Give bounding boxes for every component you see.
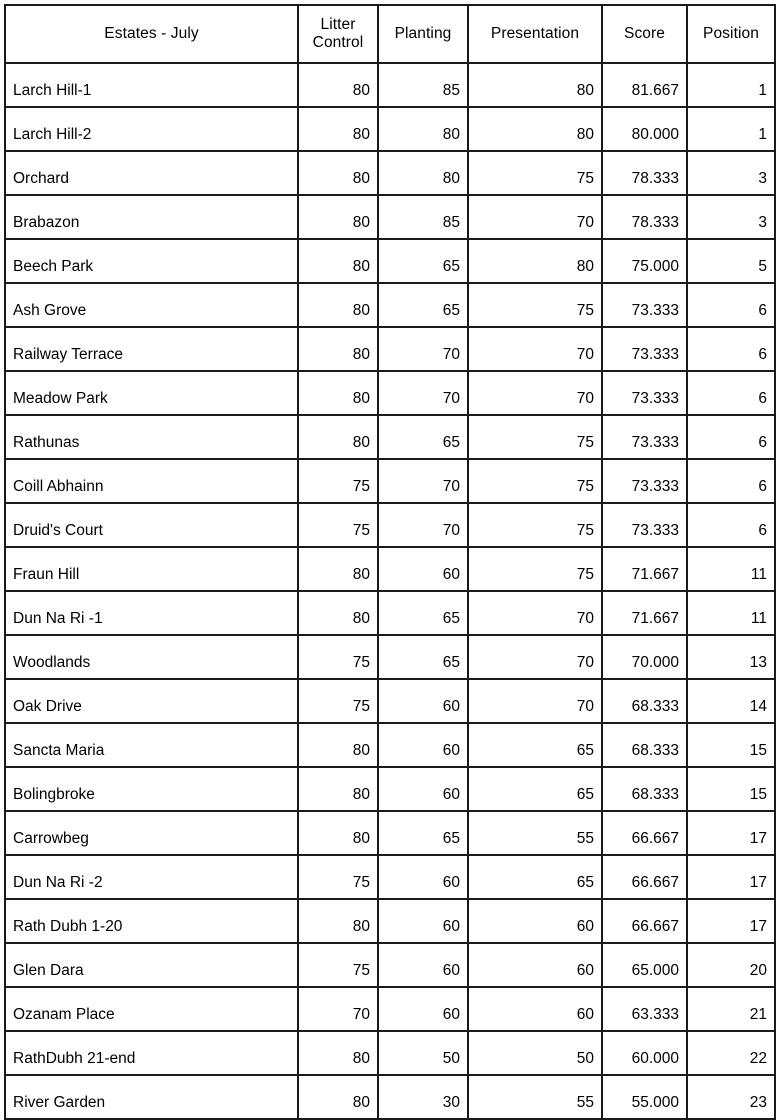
table-row [5, 415, 775, 459]
table-row [5, 459, 775, 503]
cell-estate: Coill Abhainn [5, 459, 298, 503]
cell-score: 68.333 [602, 723, 687, 767]
cell-estate: River Garden [5, 1075, 298, 1119]
cell-estate: Larch Hill-1 [5, 63, 298, 107]
cell-planting: 65 [378, 239, 468, 283]
column-header-score [602, 5, 687, 63]
cell-presentation: 75 [468, 415, 602, 459]
cell-estate: Carrowbeg [5, 811, 298, 855]
cell-estate: Railway Terrace [5, 327, 298, 371]
cell-planting: 85 [378, 195, 468, 239]
cell-planting: 60 [378, 987, 468, 1031]
cell-litter-control: 80 [298, 811, 378, 855]
cell-presentation: 60 [468, 899, 602, 943]
cell-estate: Meadow Park [5, 371, 298, 415]
cell-planting: 80 [378, 107, 468, 151]
column-header-score-label: Score [624, 25, 665, 43]
table-row [5, 987, 775, 1031]
cell-position: 11 [687, 547, 775, 591]
cell-planting: 65 [378, 591, 468, 635]
cell-score: 73.333 [602, 503, 687, 547]
cell-presentation: 55 [468, 1075, 602, 1119]
cell-score: 68.333 [602, 679, 687, 723]
cell-score: 71.667 [602, 591, 687, 635]
cell-estate: Larch Hill-2 [5, 107, 298, 151]
table-row [5, 811, 775, 855]
cell-position: 6 [687, 371, 775, 415]
cell-score: 70.000 [602, 635, 687, 679]
table-row [5, 591, 775, 635]
table-row [5, 943, 775, 987]
cell-position: 6 [687, 459, 775, 503]
cell-planting: 70 [378, 327, 468, 371]
cell-planting: 65 [378, 811, 468, 855]
cell-position: 11 [687, 591, 775, 635]
cell-planting: 60 [378, 899, 468, 943]
cell-position: 5 [687, 239, 775, 283]
cell-position: 6 [687, 415, 775, 459]
cell-litter-control: 75 [298, 459, 378, 503]
cell-position: 15 [687, 767, 775, 811]
cell-estate: Orchard [5, 151, 298, 195]
cell-planting: 60 [378, 547, 468, 591]
cell-presentation: 75 [468, 151, 602, 195]
cell-presentation: 70 [468, 371, 602, 415]
cell-score: 66.667 [602, 855, 687, 899]
cell-position: 13 [687, 635, 775, 679]
table-row [5, 1075, 775, 1119]
column-header-litter-control-label-line1: Litter [320, 16, 356, 34]
table-row [5, 723, 775, 767]
cell-score: 73.333 [602, 371, 687, 415]
table-row [5, 63, 775, 107]
cell-litter-control: 80 [298, 767, 378, 811]
column-header-litter-control [298, 5, 378, 63]
cell-litter-control: 75 [298, 503, 378, 547]
cell-litter-control: 75 [298, 943, 378, 987]
table-row [5, 679, 775, 723]
cell-planting: 65 [378, 635, 468, 679]
cell-score: 73.333 [602, 283, 687, 327]
table-row [5, 503, 775, 547]
cell-presentation: 65 [468, 767, 602, 811]
cell-estate: Ozanam Place [5, 987, 298, 1031]
cell-position: 21 [687, 987, 775, 1031]
cell-presentation: 80 [468, 63, 602, 107]
cell-planting: 70 [378, 503, 468, 547]
cell-presentation: 60 [468, 987, 602, 1031]
cell-litter-control: 80 [298, 547, 378, 591]
cell-litter-control: 80 [298, 63, 378, 107]
cell-presentation: 70 [468, 635, 602, 679]
cell-position: 15 [687, 723, 775, 767]
cell-litter-control: 80 [298, 195, 378, 239]
column-header-presentation-label: Presentation [490, 25, 580, 43]
cell-position: 6 [687, 283, 775, 327]
cell-planting: 85 [378, 63, 468, 107]
cell-score: 66.667 [602, 899, 687, 943]
cell-score: 78.333 [602, 151, 687, 195]
cell-presentation: 55 [468, 811, 602, 855]
cell-litter-control: 80 [298, 371, 378, 415]
table-row [5, 371, 775, 415]
cell-presentation: 75 [468, 459, 602, 503]
column-header-planting [378, 5, 468, 63]
table-row [5, 855, 775, 899]
cell-estate: Dun Na Ri -2 [5, 855, 298, 899]
cell-litter-control: 80 [298, 151, 378, 195]
cell-planting: 70 [378, 459, 468, 503]
estates-scores-table-container [4, 4, 774, 1120]
cell-estate: Ash Grove [5, 283, 298, 327]
column-header-litter-control-label-line2: Control [312, 34, 364, 51]
cell-litter-control: 80 [298, 327, 378, 371]
cell-litter-control: 80 [298, 899, 378, 943]
table-body [5, 63, 775, 1119]
cell-presentation: 70 [468, 327, 602, 371]
cell-presentation: 75 [468, 547, 602, 591]
cell-position: 20 [687, 943, 775, 987]
cell-position: 17 [687, 899, 775, 943]
table-row [5, 1031, 775, 1075]
table-row [5, 327, 775, 371]
table-header [5, 5, 775, 63]
cell-score: 71.667 [602, 547, 687, 591]
cell-planting: 60 [378, 723, 468, 767]
column-header-presentation [468, 5, 602, 63]
table-row [5, 635, 775, 679]
cell-presentation: 70 [468, 679, 602, 723]
column-header-estates [5, 5, 298, 63]
cell-litter-control: 80 [298, 1075, 378, 1119]
cell-score: 55.000 [602, 1075, 687, 1119]
table-row [5, 283, 775, 327]
table-row [5, 107, 775, 151]
cell-presentation: 75 [468, 503, 602, 547]
cell-score: 81.667 [602, 63, 687, 107]
cell-presentation: 80 [468, 107, 602, 151]
cell-planting: 65 [378, 283, 468, 327]
column-header-position-label: Position [703, 25, 759, 43]
column-header-planting-label: Planting [394, 25, 452, 43]
cell-position: 6 [687, 503, 775, 547]
table-header-row [5, 5, 775, 63]
cell-estate: Druid's Court [5, 503, 298, 547]
cell-position: 1 [687, 107, 775, 151]
cell-score: 78.333 [602, 195, 687, 239]
cell-litter-control: 80 [298, 1031, 378, 1075]
cell-score: 60.000 [602, 1031, 687, 1075]
cell-position: 23 [687, 1075, 775, 1119]
cell-score: 73.333 [602, 327, 687, 371]
table-row [5, 195, 775, 239]
cell-position: 6 [687, 327, 775, 371]
cell-litter-control: 80 [298, 107, 378, 151]
cell-estate: Fraun Hill [5, 547, 298, 591]
cell-presentation: 60 [468, 943, 602, 987]
cell-planting: 65 [378, 415, 468, 459]
cell-score: 80.000 [602, 107, 687, 151]
cell-estate: Rathunas [5, 415, 298, 459]
cell-presentation: 70 [468, 591, 602, 635]
table-row [5, 547, 775, 591]
cell-estate: Glen Dara [5, 943, 298, 987]
table-row [5, 239, 775, 283]
cell-planting: 30 [378, 1075, 468, 1119]
table-row [5, 899, 775, 943]
cell-estate: Brabazon [5, 195, 298, 239]
cell-score: 68.333 [602, 767, 687, 811]
cell-litter-control: 80 [298, 415, 378, 459]
estates-scores-table [4, 4, 776, 1120]
cell-litter-control: 80 [298, 723, 378, 767]
cell-litter-control: 80 [298, 239, 378, 283]
cell-litter-control: 75 [298, 855, 378, 899]
cell-presentation: 65 [468, 723, 602, 767]
cell-position: 14 [687, 679, 775, 723]
cell-position: 17 [687, 811, 775, 855]
cell-litter-control: 70 [298, 987, 378, 1031]
table-row [5, 151, 775, 195]
cell-presentation: 65 [468, 855, 602, 899]
cell-estate: Rath Dubh 1-20 [5, 899, 298, 943]
cell-position: 17 [687, 855, 775, 899]
cell-score: 66.667 [602, 811, 687, 855]
column-header-position [687, 5, 775, 63]
column-header-estates-label: Estates - July [104, 25, 199, 43]
cell-planting: 70 [378, 371, 468, 415]
cell-estate: Beech Park [5, 239, 298, 283]
cell-score: 73.333 [602, 459, 687, 503]
cell-score: 75.000 [602, 239, 687, 283]
cell-presentation: 75 [468, 283, 602, 327]
cell-estate: Bolingbroke [5, 767, 298, 811]
cell-litter-control: 75 [298, 679, 378, 723]
cell-position: 1 [687, 63, 775, 107]
cell-presentation: 70 [468, 195, 602, 239]
cell-score: 65.000 [602, 943, 687, 987]
cell-position: 22 [687, 1031, 775, 1075]
cell-estate: Sancta Maria [5, 723, 298, 767]
cell-planting: 60 [378, 679, 468, 723]
cell-planting: 60 [378, 855, 468, 899]
cell-litter-control: 75 [298, 635, 378, 679]
cell-estate: Dun Na Ri -1 [5, 591, 298, 635]
cell-presentation: 50 [468, 1031, 602, 1075]
cell-planting: 50 [378, 1031, 468, 1075]
cell-planting: 60 [378, 943, 468, 987]
cell-estate: Woodlands [5, 635, 298, 679]
cell-planting: 80 [378, 151, 468, 195]
cell-litter-control: 80 [298, 591, 378, 635]
cell-planting: 60 [378, 767, 468, 811]
table-row [5, 767, 775, 811]
cell-litter-control: 80 [298, 283, 378, 327]
cell-estate: RathDubh 21-end [5, 1031, 298, 1075]
cell-score: 73.333 [602, 415, 687, 459]
cell-presentation: 80 [468, 239, 602, 283]
cell-position: 3 [687, 195, 775, 239]
cell-estate: Oak Drive [5, 679, 298, 723]
cell-position: 3 [687, 151, 775, 195]
cell-score: 63.333 [602, 987, 687, 1031]
